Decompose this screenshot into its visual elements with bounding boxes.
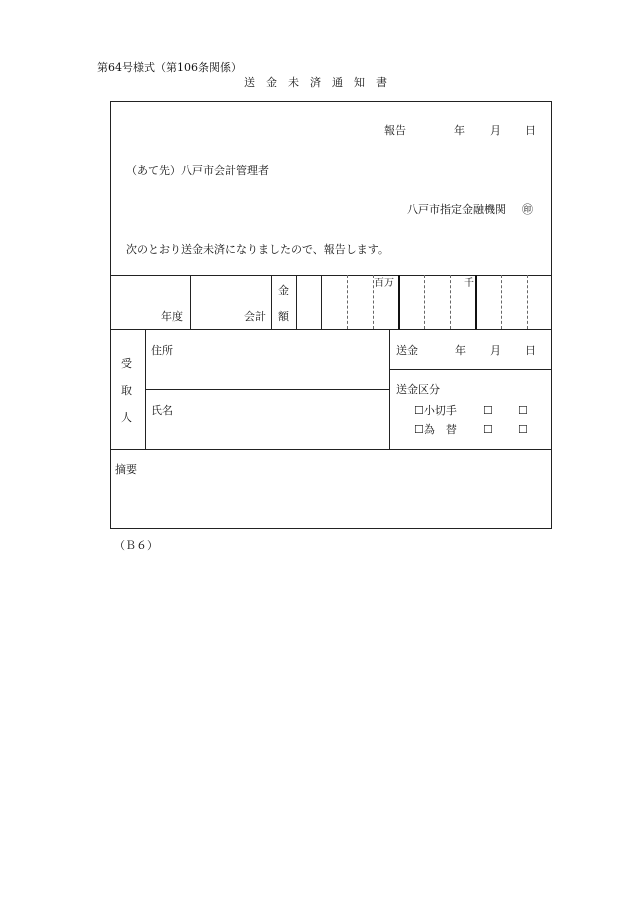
- check-box-2[interactable]: ☐: [483, 404, 493, 417]
- report-day: 日: [525, 124, 536, 137]
- report-year: 年: [454, 124, 465, 137]
- divider-recipient-right: [389, 329, 390, 449]
- remit-date-label: 送金: [396, 344, 418, 357]
- divider-address-name: [145, 389, 389, 390]
- form-number: 第64号様式（第106条関係）: [97, 61, 242, 74]
- summary-label: 摘要: [115, 463, 137, 476]
- remit-month: 月: [490, 344, 501, 357]
- check-option[interactable]: ☐小切手: [414, 404, 457, 417]
- amount-label-bottom: 額: [278, 310, 289, 323]
- recipient-label-3: 人: [121, 411, 132, 424]
- divider-amount-label: [296, 275, 297, 329]
- digit-dash-5: [501, 275, 502, 329]
- divider-amount-top: [110, 275, 552, 276]
- exchange-box-2[interactable]: ☐: [483, 423, 493, 436]
- thousand-unit: 千: [464, 278, 474, 289]
- million-separator: [398, 275, 400, 329]
- name-label: 氏名: [151, 404, 173, 417]
- recipient-label-2: 取: [121, 384, 132, 397]
- remit-year: 年: [455, 344, 466, 357]
- divider-summary-top: [110, 449, 552, 450]
- divider-remit-date: [389, 369, 552, 370]
- digit-dash-1: [347, 275, 348, 329]
- paper-size-note: （Ｂ６）: [114, 539, 158, 552]
- remit-type-label: 送金区分: [396, 383, 440, 396]
- seal-mark: ㊞: [522, 203, 533, 216]
- exchange-option[interactable]: ☐為 替: [414, 423, 457, 436]
- fiscal-year-label: 年度: [161, 310, 183, 323]
- addressee: （あて先）八戸市会計管理者: [126, 164, 269, 177]
- sender-label: 八戸市指定金融機関: [407, 203, 506, 216]
- account-label: 会計: [244, 310, 266, 323]
- report-month: 月: [490, 124, 501, 137]
- recipient-label-1: 受: [121, 357, 132, 370]
- divider-recipient-top: [110, 329, 552, 330]
- address-label: 住所: [151, 344, 173, 357]
- report-label: 報告: [384, 124, 406, 137]
- digit-dash-3: [424, 275, 425, 329]
- million-unit: 百万: [374, 278, 394, 289]
- exchange-box-3[interactable]: ☐: [518, 423, 528, 436]
- digit-dash-6: [527, 275, 528, 329]
- amount-label-top: 金: [278, 284, 289, 297]
- document-title: 送 金 未 済 通 知 書: [244, 76, 387, 89]
- digit-dash-4: [450, 275, 451, 329]
- check-box-3[interactable]: ☐: [518, 404, 528, 417]
- divider-account-amount: [271, 275, 272, 329]
- thousand-separator: [475, 275, 477, 329]
- remit-day: 日: [525, 344, 536, 357]
- statement: 次のとおり送金未済になりましたので、報告します。: [126, 243, 389, 256]
- divider-year-account: [190, 275, 191, 329]
- divider-recipient-label: [145, 329, 146, 449]
- divider-digit-1: [321, 275, 322, 329]
